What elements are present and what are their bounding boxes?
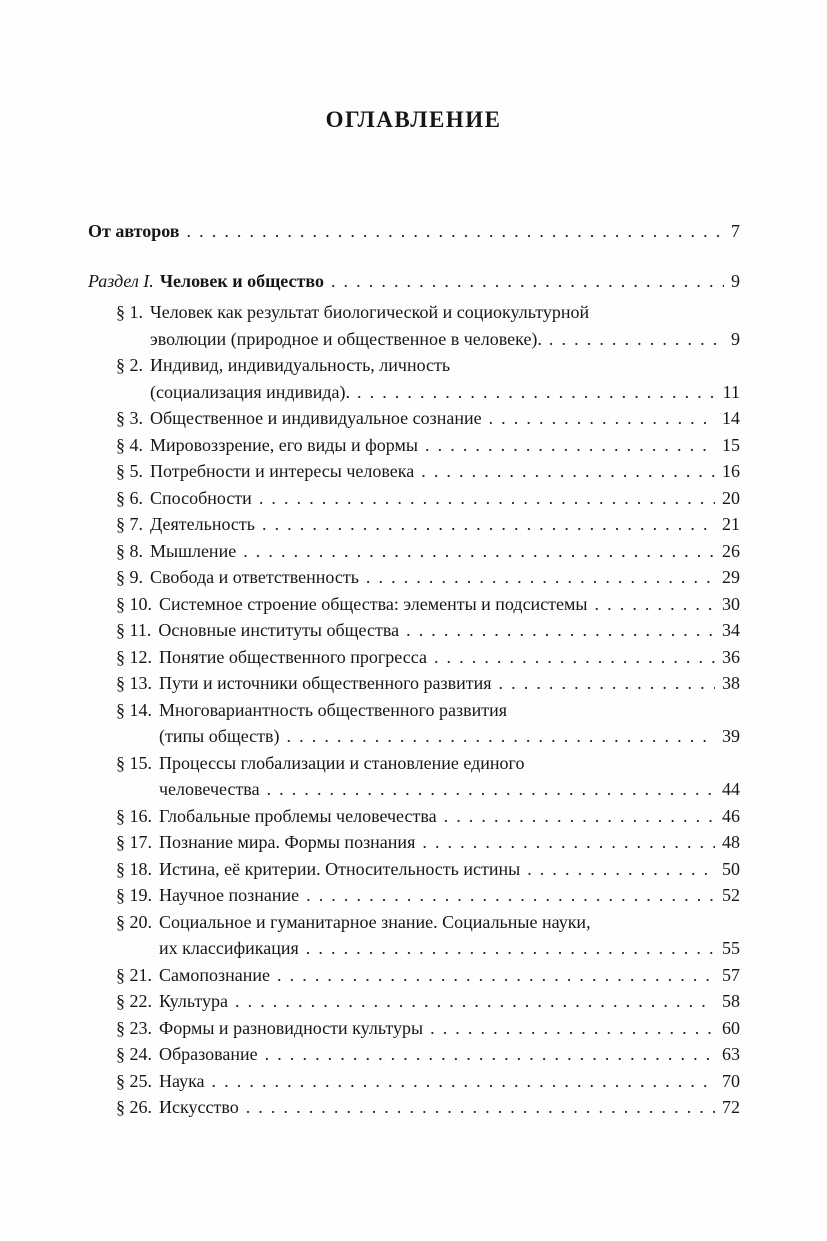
entry-page-number: 50 [722, 858, 740, 879]
entry-number: § 6. [116, 487, 143, 508]
toc-entry [116, 538, 740, 565]
entry-line [150, 458, 740, 485]
entry-page-number: 39 [722, 726, 740, 746]
toc-entry [116, 299, 740, 352]
entry-line [159, 591, 740, 618]
entry-title-text: Свобода и ответственность [150, 567, 359, 587]
entry-title-text: Культура [159, 991, 228, 1011]
entry-number: § 8. [116, 540, 143, 561]
entry-line [159, 1068, 740, 1095]
dot-leader [259, 485, 715, 512]
entry-number: § 18. [116, 858, 152, 879]
entry-title-text: Искусство [159, 1097, 239, 1117]
entry-page-number: 30 [722, 593, 740, 614]
entry-number: § 11. [116, 620, 152, 640]
entry-number: § 26. [116, 1097, 152, 1117]
dot-leader [306, 882, 715, 909]
entry-body [150, 564, 740, 591]
toc-entry [116, 670, 740, 697]
dot-leader [434, 644, 715, 671]
toc-front-matter-row [88, 218, 740, 245]
entry-page-number: 70 [722, 1070, 740, 1091]
toc-entry [116, 750, 740, 803]
entry-title-text: Основные институты общества [158, 620, 400, 640]
entry-line [150, 485, 740, 512]
toc-entry [116, 856, 740, 883]
entry-title-text: Понятие общественного прогресса [159, 646, 427, 667]
entry-line [158, 617, 740, 644]
entry-number: § 3. [116, 408, 143, 428]
entry-page-number: 46 [722, 805, 740, 826]
toc-entry [116, 458, 740, 485]
dot-leader [331, 268, 724, 295]
entry-title-text: Истина, её критерии. Относительность истины [159, 858, 521, 879]
entry-page-number: 63 [722, 1044, 740, 1064]
entry-page-number: 34 [722, 620, 740, 640]
entry-title-text: их классификация [159, 938, 299, 958]
toc-entry [116, 988, 740, 1015]
entry-number: § 21. [116, 964, 152, 985]
entry-number: § 19. [116, 885, 152, 905]
toc-entry [116, 432, 740, 459]
entry-title-text: Системное строение общества: элементы и подсистемы [159, 593, 588, 614]
entry-title-text: эволюции (природное и общественное в человеке). [150, 328, 542, 349]
entry-page-number: 29 [722, 567, 740, 587]
dot-leader [235, 988, 715, 1015]
entry-body [159, 909, 740, 962]
toc-entry [116, 405, 740, 432]
entry-page-number: 60 [722, 1017, 740, 1038]
entry-line [159, 1015, 740, 1042]
dot-leader [406, 617, 715, 644]
entry-body [159, 856, 740, 883]
toc-entry [116, 352, 740, 405]
toc-entry [116, 829, 740, 856]
entry-number: § 23. [116, 1017, 152, 1038]
entry-line [159, 776, 740, 803]
entry-line [159, 1094, 740, 1121]
entry-title-text: Познание мира. Формы познания [159, 832, 416, 852]
entry-title-text: Мышление [150, 540, 237, 561]
toc-entry [116, 644, 740, 671]
entry-body [150, 538, 740, 565]
toc-entry [116, 882, 740, 909]
section-title: Человек и общество [159, 270, 324, 291]
entry-page-number: 72 [722, 1097, 740, 1117]
section-page-number: 9 [731, 270, 740, 291]
entry-line [150, 299, 740, 326]
toc-entry [116, 1041, 740, 1068]
toc-section-row [88, 268, 740, 295]
front-matter-page-number: 7 [731, 221, 740, 241]
entry-title-text: Образование [159, 1044, 258, 1064]
entry-body [150, 432, 740, 459]
dot-leader [357, 379, 716, 406]
entry-number: § 1. [116, 302, 143, 322]
toc-entry [116, 1015, 740, 1042]
toc-entry [116, 909, 740, 962]
entry-line [159, 670, 740, 697]
entry-number: § 5. [116, 461, 143, 481]
entry-number: § 20. [116, 911, 152, 932]
dot-leader [262, 511, 715, 538]
entry-line [159, 935, 740, 962]
toc-entry [116, 617, 740, 644]
entry-page-number: 36 [722, 646, 740, 667]
dot-leader [246, 1094, 715, 1121]
entry-number: § 2. [116, 355, 143, 375]
entry-title-text: (типы обществ) [159, 726, 280, 746]
entry-line [159, 697, 740, 724]
entry-page-number: 38 [722, 673, 740, 693]
toc-entry [116, 1068, 740, 1095]
entry-page-number: 21 [722, 514, 740, 534]
dot-leader [422, 829, 715, 856]
dot-leader [549, 326, 724, 353]
entry-line [150, 538, 740, 565]
entry-line [159, 909, 740, 936]
entry-line [150, 326, 740, 353]
entry-number: § 24. [116, 1044, 152, 1064]
dot-leader [265, 1041, 715, 1068]
dot-leader [425, 432, 715, 459]
entry-body [159, 670, 740, 697]
toc-entry [116, 803, 740, 830]
entry-body [159, 697, 740, 750]
entry-line [159, 723, 740, 750]
entry-page-number: 20 [722, 487, 740, 508]
entry-line [159, 1041, 740, 1068]
dot-leader [527, 856, 715, 883]
entry-number: § 14. [116, 699, 152, 720]
entry-title-text: Способности [150, 487, 252, 508]
entry-body [159, 1015, 740, 1042]
front-matter-label: От авторов [88, 221, 180, 241]
entry-body [150, 458, 740, 485]
entry-page-number: 58 [722, 991, 740, 1011]
dot-leader [499, 670, 715, 697]
dot-leader [366, 564, 715, 591]
entry-page-number: 16 [722, 461, 740, 481]
section-heading [88, 268, 324, 295]
entry-body [150, 485, 740, 512]
entry-page-number: 15 [722, 434, 740, 455]
entry-body [150, 511, 740, 538]
dot-leader [430, 1015, 715, 1042]
entry-page-number: 52 [722, 885, 740, 905]
dot-leader [489, 405, 715, 432]
entry-title-text: Человек как результат биологической и социокультурной [150, 302, 590, 322]
entry-title-text: Наука [159, 1070, 205, 1091]
entry-title-text: Потребности и интересы человека [150, 461, 415, 481]
entry-line [159, 803, 740, 830]
entry-number: § 7. [116, 514, 143, 534]
entry-body [159, 803, 740, 830]
entry-number: § 15. [116, 752, 152, 773]
entry-body [159, 882, 740, 909]
entry-title-text: Мировоззрение, его виды и формы [150, 434, 419, 455]
toc-entry [116, 962, 740, 989]
entry-number: § 9. [116, 567, 143, 587]
entry-body [159, 962, 740, 989]
entry-line [159, 962, 740, 989]
dot-leader [187, 218, 724, 245]
entry-title-text: Глобальные проблемы человечества [159, 805, 437, 826]
toc-entry [116, 1094, 740, 1121]
entry-line [150, 379, 740, 406]
entry-line [159, 829, 740, 856]
entry-page-number: 55 [722, 938, 740, 958]
toc-entry [116, 511, 740, 538]
entry-number: § 17. [116, 832, 152, 852]
entry-body [159, 988, 740, 1015]
entry-body [159, 591, 740, 618]
toc-entry [116, 591, 740, 618]
entry-title-text: человечества [159, 779, 260, 799]
entry-number: § 22. [116, 991, 152, 1011]
dot-leader [444, 803, 715, 830]
entry-title-text: Самопознание [159, 964, 271, 985]
entry-page-number: 48 [722, 832, 740, 852]
dot-leader [287, 723, 715, 750]
entry-title-text: Процессы глобализации и становление единого [159, 752, 525, 773]
entry-number: § 4. [116, 434, 143, 455]
entry-body [159, 1068, 740, 1095]
entry-body [150, 352, 740, 405]
dot-leader [243, 538, 715, 565]
entry-title-text: Пути и источники общественного развития [159, 673, 492, 693]
entry-line [150, 405, 740, 432]
entry-title-text: Социальное и гуманитарное знание. Социальные науки, [159, 911, 591, 932]
entry-number: § 16. [116, 805, 152, 826]
entry-line [159, 988, 740, 1015]
entry-title-text: Многовариантность общественного развития [159, 699, 507, 720]
entry-number: § 13. [116, 673, 152, 693]
entry-number: § 10. [116, 593, 152, 614]
entry-number: § 12. [116, 646, 152, 667]
entry-title-text: Формы и разновидности культуры [159, 1017, 424, 1038]
entry-body [159, 1041, 740, 1068]
dot-leader [277, 962, 715, 989]
dot-leader [267, 776, 715, 803]
toc-entry [116, 485, 740, 512]
entry-line [150, 432, 740, 459]
entry-line [150, 564, 740, 591]
entry-title-text: Индивид, индивидуальность, личность [150, 355, 451, 375]
entry-line [150, 352, 740, 379]
entry-body [159, 644, 740, 671]
dot-leader [421, 458, 715, 485]
entry-title-text: Научное познание [159, 885, 300, 905]
toc-content [88, 218, 740, 1121]
entry-title-text: Деятельность [150, 514, 255, 534]
entry-line [159, 644, 740, 671]
entry-number: § 25. [116, 1070, 152, 1091]
section-number: Раздел I. [88, 270, 154, 291]
toc-entry [116, 564, 740, 591]
entry-page-number: 14 [722, 408, 740, 428]
dot-leader [212, 1068, 715, 1095]
toc-entries [88, 299, 740, 1121]
toc-entry [116, 697, 740, 750]
entry-line [150, 511, 740, 538]
entry-body [158, 617, 740, 644]
dot-leader [306, 935, 715, 962]
entry-title-text: (социализация индивида). [150, 381, 350, 402]
entry-page-number: 57 [722, 964, 740, 985]
entry-page-number: 26 [722, 540, 740, 561]
entry-page-number: 44 [722, 779, 740, 799]
page-title: ОГЛАВЛЕНИЕ [325, 107, 502, 132]
entry-page-number: 11 [722, 381, 740, 402]
entry-body [159, 829, 740, 856]
entry-body [150, 405, 740, 432]
entry-line [159, 882, 740, 909]
entry-title-text: Общественное и индивидуальное сознание [150, 408, 482, 428]
entry-body [159, 1094, 740, 1121]
entry-line [159, 750, 740, 777]
entry-page-number: 9 [731, 328, 740, 349]
entry-body [159, 750, 740, 803]
dot-leader [595, 591, 715, 618]
entry-line [159, 856, 740, 883]
entry-body [150, 299, 740, 352]
